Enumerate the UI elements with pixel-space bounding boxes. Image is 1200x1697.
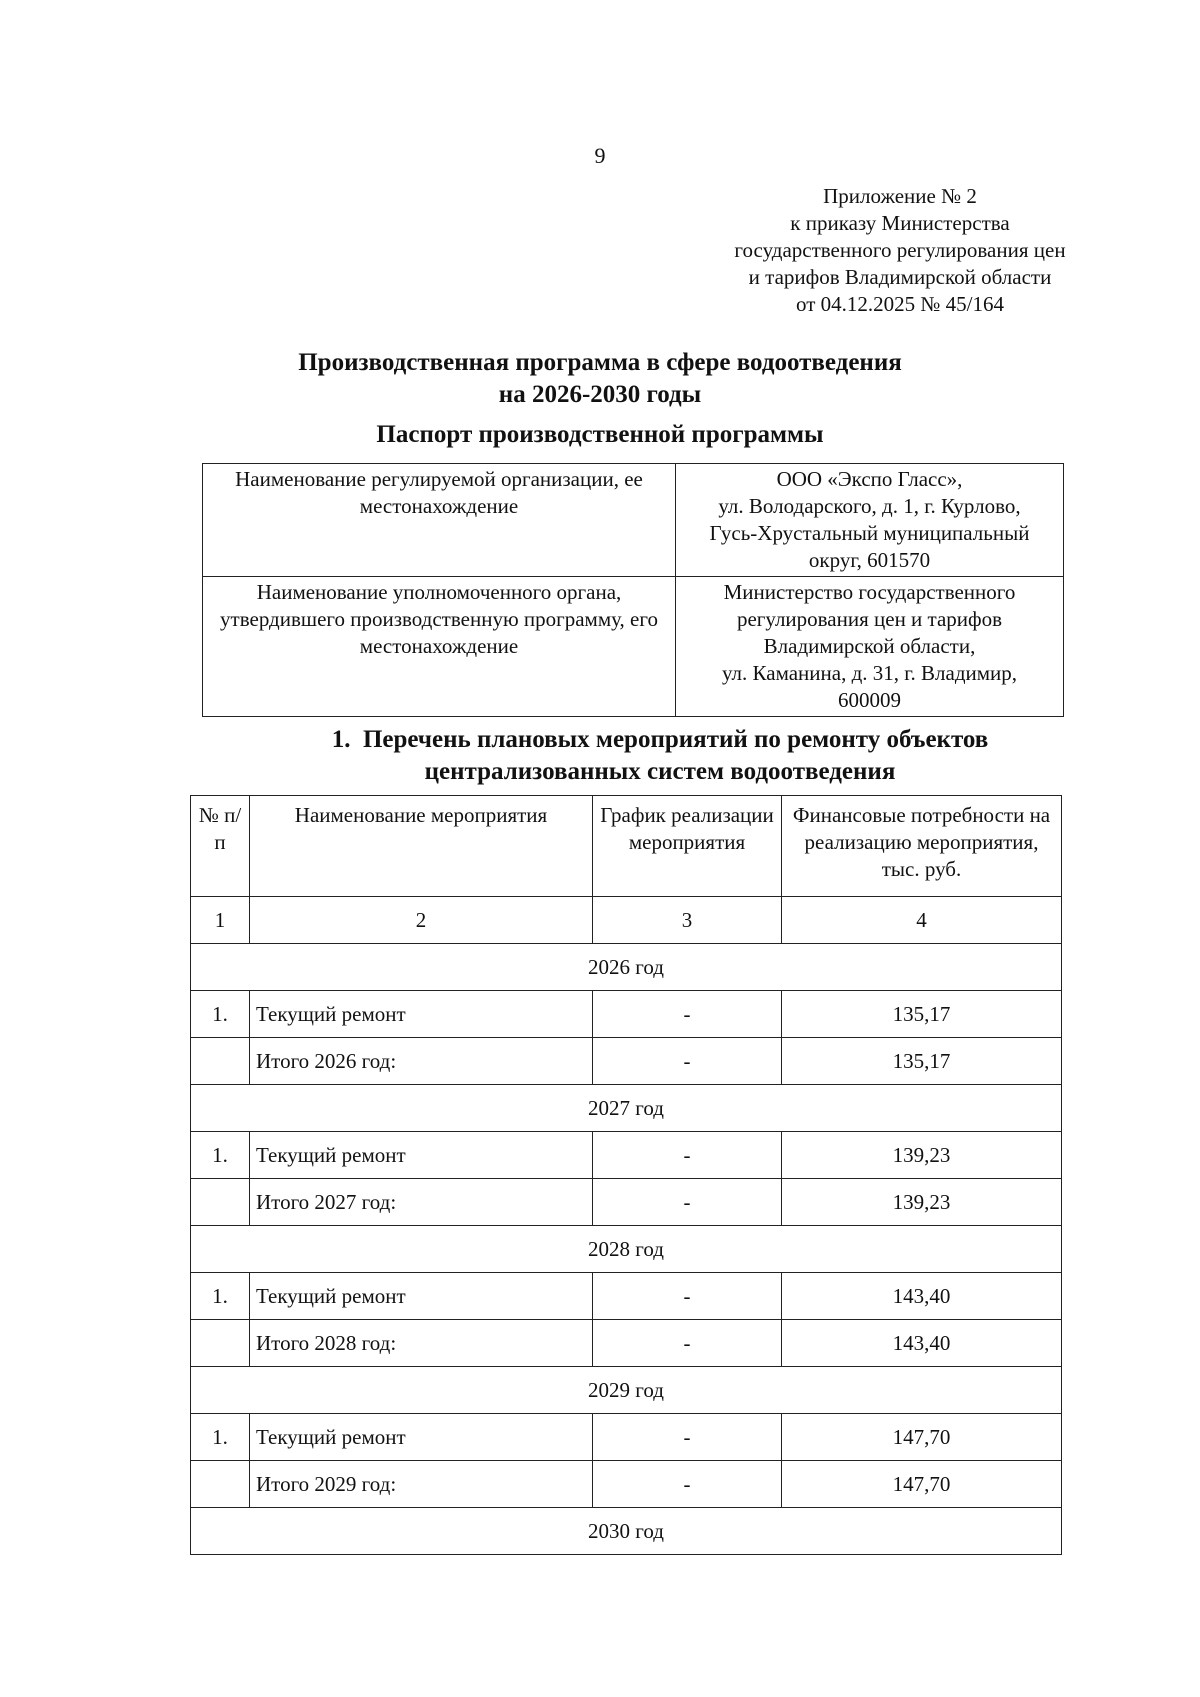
year-label: 2028 год bbox=[191, 1226, 1062, 1273]
column-header: Финансовые потребности на реализацию мероприятия, тыс. руб. bbox=[782, 796, 1062, 897]
passport-value-line: округ, 601570 bbox=[808, 548, 931, 572]
total-schedule: - bbox=[593, 1461, 782, 1508]
table-row bbox=[191, 1414, 1062, 1461]
passport-heading: Паспорт производственной программы bbox=[376, 421, 824, 448]
item-amount: 143,40 bbox=[782, 1273, 1062, 1320]
passport-value-line: ООО «Экспо Гласс», bbox=[776, 467, 963, 491]
table-header-row bbox=[191, 796, 1062, 897]
total-row bbox=[191, 1179, 1062, 1226]
section-number: 1. bbox=[331, 726, 351, 753]
total-name: Итого 2026 год: bbox=[250, 1038, 593, 1085]
year-row bbox=[191, 1085, 1062, 1132]
passport-value-line: 600009 bbox=[838, 688, 901, 712]
item-name: Текущий ремонт bbox=[250, 1414, 593, 1461]
page-number: 9 bbox=[594, 143, 606, 168]
events-table bbox=[190, 795, 1062, 1555]
appendix-line: к приказу Министерства bbox=[790, 211, 1010, 235]
year-row bbox=[191, 1508, 1062, 1555]
section-heading-line: централизованных систем водоотведения bbox=[424, 758, 896, 785]
item-name: Текущий ремонт bbox=[250, 1132, 593, 1179]
column-number: 4 bbox=[782, 897, 1062, 944]
table-row bbox=[191, 1132, 1062, 1179]
column-number-row bbox=[191, 897, 1062, 944]
year-label: 2030 год bbox=[191, 1508, 1062, 1555]
section-heading-line bbox=[240, 724, 1080, 756]
item-schedule: - bbox=[593, 1273, 782, 1320]
passport-value-line: Министерство государственного bbox=[723, 580, 1016, 604]
item-amount: 135,17 bbox=[782, 991, 1062, 1038]
appendix-line: Приложение № 2 bbox=[823, 184, 977, 208]
document-title-line: на 2026-2030 годы bbox=[498, 381, 702, 408]
total-amount: 147,70 bbox=[782, 1461, 1062, 1508]
column-header: График реализации мероприятия bbox=[593, 796, 782, 897]
item-name: Текущий ремонт bbox=[250, 991, 593, 1038]
item-number: 1. bbox=[191, 1414, 250, 1461]
passport-value bbox=[676, 464, 1064, 577]
passport-value-line: Владимирской области, bbox=[763, 634, 976, 658]
total-number bbox=[191, 1179, 250, 1226]
item-schedule: - bbox=[593, 1414, 782, 1461]
appendix-line: и тарифов Владимирской области bbox=[748, 265, 1052, 289]
year-label: 2029 год bbox=[191, 1367, 1062, 1414]
document-title-line: Производственная программа в сфере водоотведения bbox=[298, 349, 902, 376]
total-number bbox=[191, 1461, 250, 1508]
total-name: Итого 2027 год: bbox=[250, 1179, 593, 1226]
passport-row bbox=[203, 577, 1064, 717]
total-name: Итого 2029 год: bbox=[250, 1461, 593, 1508]
item-schedule: - bbox=[593, 991, 782, 1038]
total-number bbox=[191, 1038, 250, 1085]
year-label: 2026 год bbox=[191, 944, 1062, 991]
passport-table bbox=[202, 463, 1064, 717]
total-amount: 143,40 bbox=[782, 1320, 1062, 1367]
column-number: 2 bbox=[250, 897, 593, 944]
total-amount: 135,17 bbox=[782, 1038, 1062, 1085]
passport-value-line: Гусь-Хрустальный муниципальный bbox=[709, 521, 1030, 545]
passport-value-line: ул. Каманина, д. 31, г. Владимир, bbox=[721, 661, 1018, 685]
table-row bbox=[191, 991, 1062, 1038]
item-amount: 139,23 bbox=[782, 1132, 1062, 1179]
passport-value-line: ул. Володарского, д. 1, г. Курлово, bbox=[718, 494, 1021, 518]
passport-row bbox=[203, 464, 1064, 577]
item-name: Текущий ремонт bbox=[250, 1273, 593, 1320]
total-schedule: - bbox=[593, 1320, 782, 1367]
total-number bbox=[191, 1320, 250, 1367]
column-number: 1 bbox=[191, 897, 250, 944]
column-number: 3 bbox=[593, 897, 782, 944]
section-title-part: Перечень плановых мероприятий по ремонту объектов bbox=[362, 726, 989, 753]
appendix-line: государственного регулирования цен bbox=[734, 238, 1066, 262]
year-row bbox=[191, 1367, 1062, 1414]
appendix-line: от 04.12.2025 № 45/164 bbox=[795, 292, 1005, 316]
passport-label: Наименование регулируемой организации, ее местонахождение bbox=[203, 464, 676, 577]
year-label: 2027 год bbox=[191, 1085, 1062, 1132]
item-schedule: - bbox=[593, 1132, 782, 1179]
document-title bbox=[0, 347, 1200, 411]
column-header: Наименование мероприятия bbox=[250, 796, 593, 897]
total-row bbox=[191, 1320, 1062, 1367]
column-header: № п/п bbox=[191, 796, 250, 897]
total-row bbox=[191, 1461, 1062, 1508]
appendix-block bbox=[700, 183, 1100, 318]
item-amount: 147,70 bbox=[782, 1414, 1062, 1461]
year-row bbox=[191, 1226, 1062, 1273]
total-schedule: - bbox=[593, 1179, 782, 1226]
total-row bbox=[191, 1038, 1062, 1085]
total-name: Итого 2028 год: bbox=[250, 1320, 593, 1367]
passport-label: Наименование уполномоченного органа, утвердившего производственную программу, его местонахождение bbox=[203, 577, 676, 717]
passport-value-line: регулирования цен и тарифов bbox=[736, 607, 1003, 631]
item-number: 1. bbox=[191, 1273, 250, 1320]
item-number: 1. bbox=[191, 991, 250, 1038]
section-heading bbox=[240, 724, 1080, 788]
total-schedule: - bbox=[593, 1038, 782, 1085]
item-number: 1. bbox=[191, 1132, 250, 1179]
table-row bbox=[191, 1273, 1062, 1320]
year-row bbox=[191, 944, 1062, 991]
passport-value bbox=[676, 577, 1064, 717]
total-amount: 139,23 bbox=[782, 1179, 1062, 1226]
